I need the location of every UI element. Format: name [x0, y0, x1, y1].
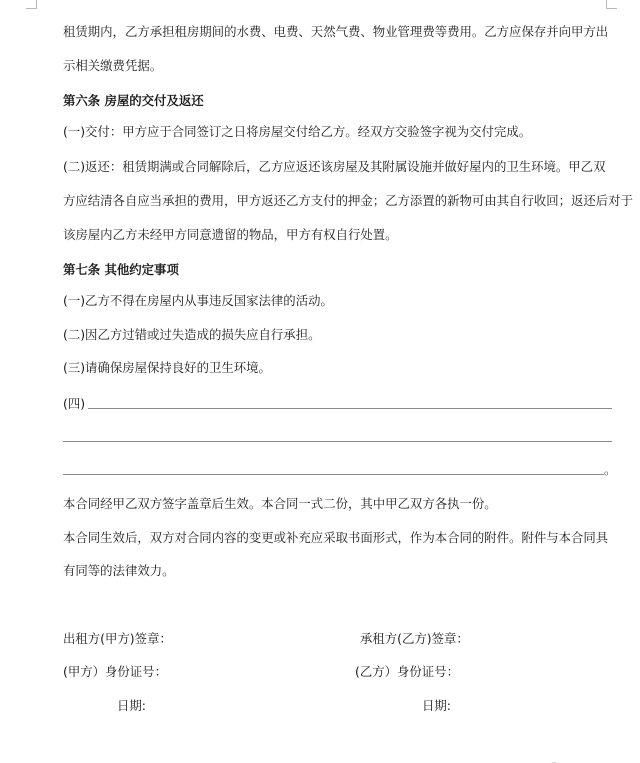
paragraph-utilities-line-2: 示相关缴费凭据。 — [63, 58, 163, 73]
lessee-date-label: 日期: — [422, 698, 451, 713]
article-7-item-4-label: (四) — [63, 396, 86, 411]
article-7-item-1: (一)乙方不得在房屋内从事违反国家法律的活动。 — [63, 293, 333, 308]
lessor-date-label: 日期: — [117, 698, 146, 713]
lessor-id-label: (甲方）身份证号： — [63, 664, 167, 679]
article-6-item-2-line-2: 方应结清各自应当承担的费用，甲方返还乙方支付的押金；乙方添置的新物可由其自行收回；返还后对于 — [63, 193, 633, 208]
article-7-heading: 第七条 其他约定事项 — [63, 262, 179, 277]
article-6-item-2-line-1: (二)返还：租赁期满或合同解除后，乙方应返还该房屋及其附属设施并做好屋内的卫生环境。甲乙双 — [63, 159, 606, 174]
article-6-heading: 第六条 房屋的交付及返还 — [63, 93, 204, 108]
lessor-signature-label: 出租方(甲方)签章： — [63, 631, 172, 646]
article-6-item-2-line-3: 该房屋内乙方未经甲方同意遗留的物品，甲方有权自行处置。 — [63, 227, 398, 242]
blank-fill-end-period: 。 — [604, 462, 617, 477]
watermark-logo — [548, 754, 638, 763]
lessee-id-label: (乙方）身份证号： — [355, 664, 459, 679]
effect-paragraph: 本合同经甲乙双方签字盖章后生效。本合同一式二份，其中甲乙双方各执一份。 — [63, 496, 497, 511]
page-corner-mark-right — [606, 0, 617, 9]
blank-fill-line-3 — [63, 474, 604, 475]
article-7-item-3: (三)请确保房屋保持良好的卫生环境。 — [63, 360, 271, 375]
blank-fill-line-2 — [63, 441, 612, 442]
page-corner-mark-left — [26, 0, 37, 9]
lessee-signature-label: 承租方(乙方)签章： — [360, 631, 469, 646]
article-7-item-2: (二)因乙方过错或过失造成的损失应自行承担。 — [63, 327, 321, 342]
supplement-paragraph-line-1: 本合同生效后，双方对合同内容的变更或补充应采取书面形式，作为本合同的附件。附件与本合同具 — [63, 530, 609, 545]
supplement-paragraph-line-2: 有同等的法律效力。 — [63, 563, 175, 578]
paragraph-utilities-line-1: 租赁期内，乙方承担租房期间的水费、电费、天然气费、物业管理费等费用。乙方应保存并向甲方出 — [63, 24, 609, 39]
article-6-item-1: (一)交付：甲方应于合同签订之日将房屋交付给乙方。经双方交验签字视为交付完成。 — [63, 124, 532, 139]
blank-fill-line-1 — [88, 408, 612, 409]
